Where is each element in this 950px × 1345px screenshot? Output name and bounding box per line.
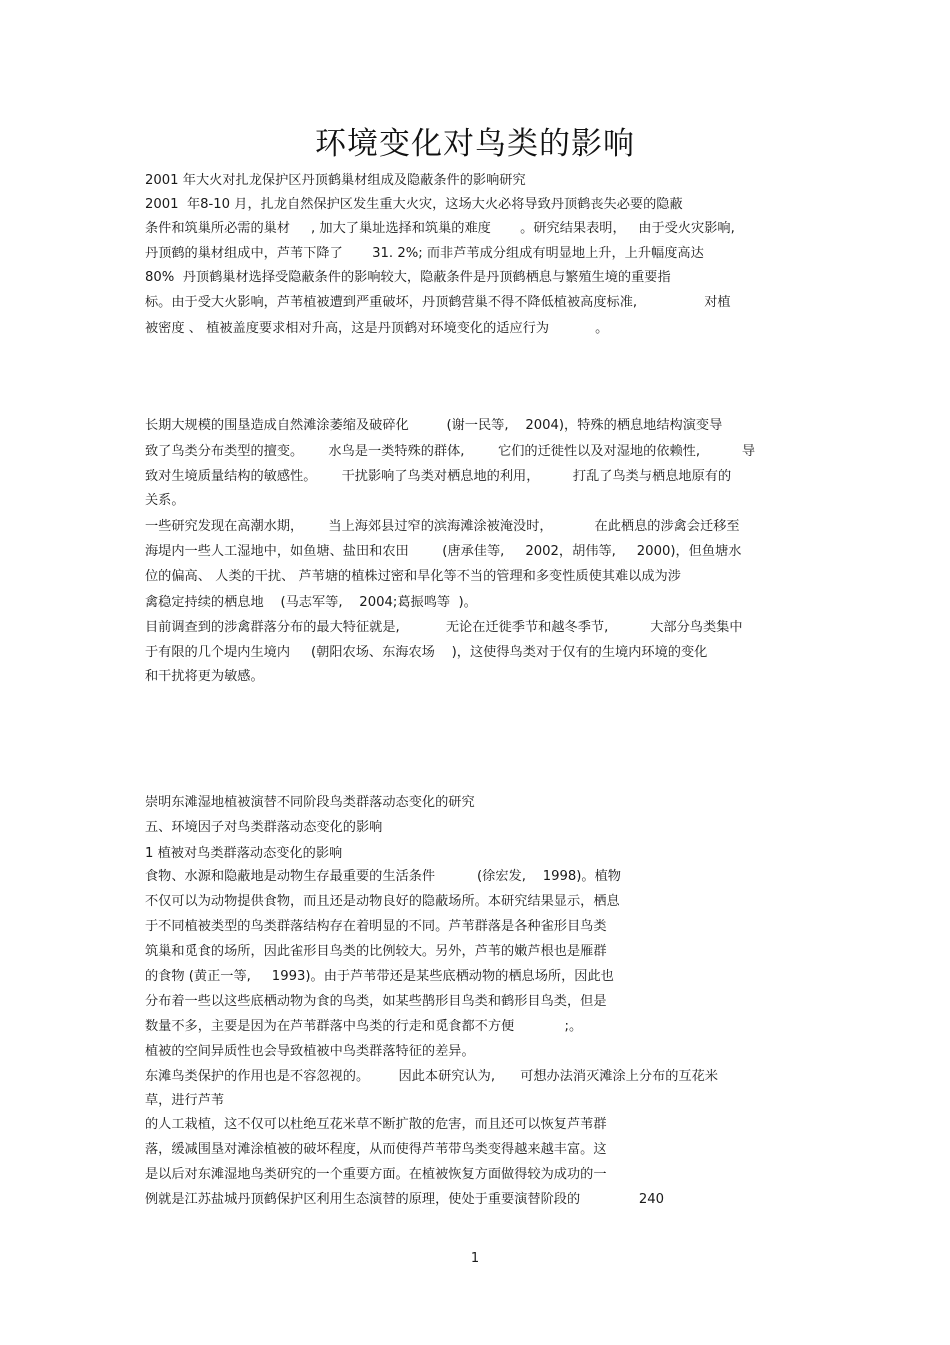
text-line: 是以后对东滩湿地鸟类研究的一个重要方面。在植被恢复方面做得较为成功的一: [145, 1167, 607, 1182]
text-line: 崇明东滩湿地植被演替不同阶段鸟类群落动态变化的研究: [145, 795, 475, 810]
text-line: 禽稳定持续的栖息地 (马志军等, 2004;葛振鸣等 )。: [145, 595, 477, 610]
text-line: 标。由于受大火影响，芦苇植被遭到严重破坏，丹顶鹤营巢不得不降低植被高度标准, 对植: [145, 295, 731, 310]
text-line: 于有限的几个堤内生境内 (朝阳农场、东海农场 )，这使得鸟类对于仅有的生境内环境的变化: [145, 645, 708, 660]
text-line: 植被的空间异质性也会导致植被中鸟类群落特征的差异。: [145, 1044, 475, 1059]
text-line: 筑巢和觅食的场所，因此雀形目鸟类的比例较大。另外，芦苇的嫩芦根也是雁群: [145, 944, 607, 959]
text-line: 的人工栽植，这不仅可以杜绝互花米草不断扩散的危害，而且还可以恢复芦苇群: [145, 1117, 607, 1132]
text-line: 分布着一些以这些底栖动物为食的鸟类，如某些鹊形目鸟类和鹤形目鸟类，但是: [145, 994, 607, 1009]
text-line: 落，缓减围垦对滩涂植被的破坏程度，从而使得芦苇带鸟类变得越来越丰富。这: [145, 1142, 607, 1157]
text-line: 丹顶鹤的巢材组成中，芦苇下降了 31. 2%; 而非芦苇成分组成有明显地上升，上升幅度高达: [145, 246, 704, 261]
text-line: 的食物 (黄正一等, 1993)。由于芦苇带还是某些底栖动物的栖息场所，因此也: [145, 969, 614, 984]
text-line: 五、环境因子对鸟类群落动态变化的影响: [145, 820, 383, 835]
text-line: 目前调查到的涉禽群落分布的最大特征就是, 无论在迁徙季节和越冬季节, 大部分鸟类集中: [145, 620, 743, 635]
text-line: 条件和筑巢所必需的巢材 , 加大了巢址选择和筑巢的难度 。研究结果表明， 由于受火灾影响,: [145, 221, 735, 236]
page-number: 1: [470, 1251, 480, 1266]
text-line: 一些研究发现在高潮水期， 当上海郊县过窄的滨海滩涂被淹没时， 在此栖息的涉禽会迁移至: [145, 519, 740, 534]
text-line: 于不同植被类型的鸟类群落结构存在着明显的不同。芦苇群落是各种雀形目鸟类: [145, 919, 607, 934]
text-line: 食物、水源和隐蔽地是动物生存最重要的生活条件 (徐宏发, 1998)。植物: [145, 869, 621, 884]
text-line: 致了鸟类分布类型的擅变。 水鸟是一类特殊的群体, 它们的迁徙性以及对湿地的依赖性, 导: [145, 444, 756, 459]
text-line: 海堤内一些人工湿地中，如鱼塘、盐田和农田 (唐承佳等, 2002，胡伟等, 2000)，但鱼塘水: [145, 544, 742, 559]
text-line: 不仅可以为动物提供食物，而且还是动物良好的隐蔽场所。本研究结果显示，栖息: [145, 894, 620, 909]
text-line: 致对生境质量结构的敏感性。 干扰影响了鸟类对栖息地的利用， 打乱了鸟类与栖息地原有的: [145, 469, 732, 484]
text-line: 东滩鸟类保护的作用也是不容忽视的。 因此本研究认为, 可想办法消灭滩涂上分布的互花米: [145, 1069, 718, 1084]
text-line: 草，进行芦苇: [145, 1093, 225, 1108]
text-line: 数量不多，主要是因为在芦苇群落中鸟类的行走和觅食都不方便 ;。: [145, 1019, 583, 1034]
text-line: 和干扰将更为敏感。: [145, 669, 264, 684]
text-line: 2001 年8-10 月，扎龙自然保护区发生重大火灾，这场大火必将导致丹顶鹤丧失必要的隐蔽: [145, 197, 683, 212]
text-line: 例就是江苏盐城丹顶鹤保护区利用生态演替的原理，使处于重要演替阶段的 240: [145, 1192, 665, 1207]
text-line: 80% 丹顶鹤巢材选择受隐蔽条件的影响较大，隐蔽条件是丹顶鹤栖息与繁殖生境的重要指: [145, 270, 671, 285]
text-line: 长期大规模的围垦造成自然滩涂萎缩及破碎化 (谢一民等, 2004)，特殊的栖息地结构演变导: [145, 418, 723, 433]
text-line: 被密度 、 植被盖度要求相对升高，这是丹顶鹤对环境变化的适应行为 。: [145, 321, 609, 336]
text-line: 关系。: [145, 493, 185, 508]
text-line: 位的偏高、 人类的干扰、 芦苇塘的植株过密和旱化等不当的管理和多变性质使其难以成为涉: [145, 569, 681, 584]
text-line: 2001 年大火对扎龙保护区丹顶鹤巢材组成及隐蔽条件的影响研究: [145, 173, 526, 188]
page-title: 环境变化对鸟类的影响: [315, 126, 635, 162]
text-line: 1 植被对鸟类群落动态变化的影响: [145, 846, 343, 861]
